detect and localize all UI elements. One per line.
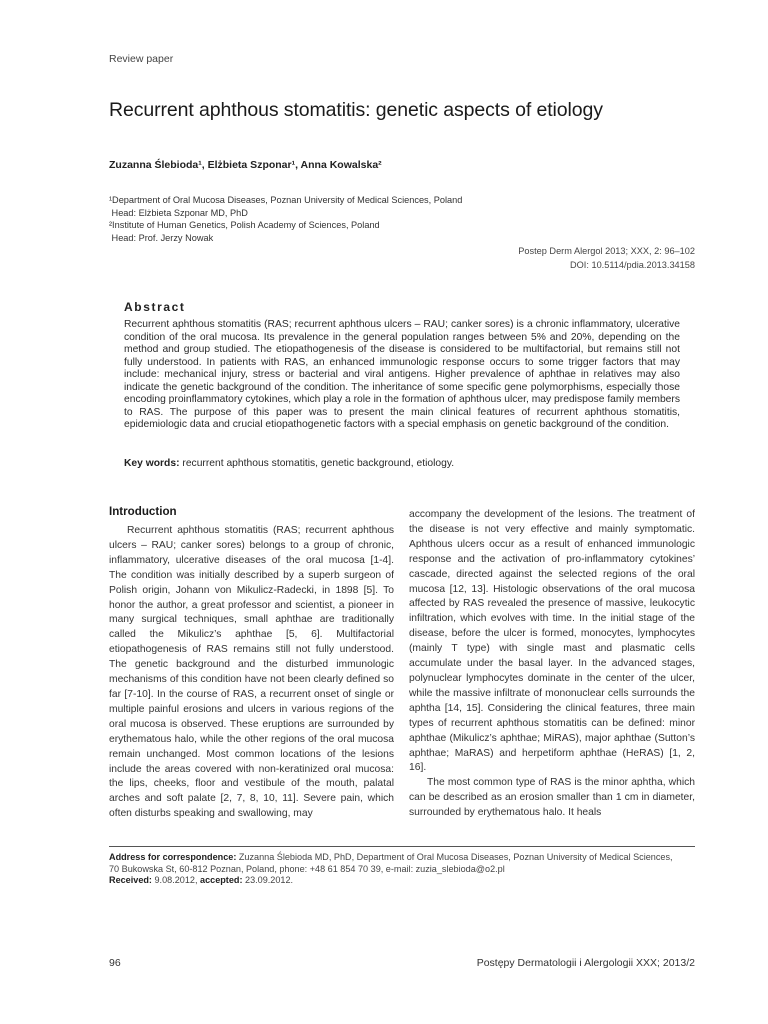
affiliation-line: Head: Elżbieta Szponar MD, PhD [109, 207, 248, 218]
correspondence-block [109, 852, 699, 887]
affiliation-line: Head: Prof. Jerzy Nowak [109, 232, 214, 243]
abstract-heading: Abstract [124, 300, 186, 314]
right-column-paragraph: accompany the development of the lesions. The treatment of the disease is not very effective and mainly symptomatic. Aphthous ulcers occur as a result of enhanced immunologic response and the activation of pro-inflammatory cytokines’ cascade, directed against the selected regions of the oral mucosa [12, 13]. Histologic observations of the oral mucosa affected by RAS revealed the presence of massive, leukocytic infiltration, which evolves with time. In the initial stage of the disease, before the ulcer is formed, monocytes, lymphocytes (mainly T type) with single mast and plasmatic cells accumulate under the basal layer. In the advanced stages, polynuclear lymphocytes dominate in the center of the ulcer, while the massive infiltrate of mononuclear cells surrounds the aphtha [14, 15]. Considering the clinical features, three main types of recurrent aphthous stomatitis can be defined: minor aphthae (Mikulicz’s aphthae; MiRAS), major aphthae (Sutton’s aphthae; MaRAS) and herpetiform aphthae (HeRAS) [1, 2, 16]. [409, 509, 695, 774]
right-column [409, 508, 695, 821]
paper-type-label: Review paper [109, 53, 174, 65]
received-label: Received: [109, 875, 152, 886]
doi-link[interactable]: DOI: 10.5114/pdia.2013.34158 [570, 260, 695, 270]
introduction-heading: Introduction [109, 505, 177, 518]
correspondence-address: Zuzanna Ślebioda MD, PhD, Department of Oral Mucosa Diseases, Poznan University of Medical Sciences, [238, 852, 673, 862]
affiliation-line: ²Institute of Human Genetics, Polish Academy of Sciences, Poland [109, 220, 380, 231]
affiliations [109, 194, 462, 244]
page-number: 96 [109, 957, 121, 969]
correspondence-divider [109, 846, 695, 847]
accepted-label: accepted: [200, 875, 243, 886]
citation-block [518, 244, 695, 272]
journal-citation: Postep Derm Alergol 2013; XXX, 2: 96–102 [518, 246, 695, 256]
article-title: Recurrent aphthous stomatitis: genetic aspects of etiology [109, 99, 603, 121]
keywords-line [124, 458, 680, 471]
left-column-paragraph: Recurrent aphthous stomatitis (RAS; recurrent aphthous ulcers – RAU; canker sores) belongs to a group of chronic, inflammatory, ulcerative diseases of the oral mucosa [1-4]. The condition was initially described by a superb surgeon of Polish origin, Johann von Mikulicz-Radecki, in 1898 [5]. To honor the author, a great professor and scientist, a pioneer in many surgical techniques, small aphthae are traditionally called the Mikulicz’s aphthae [5, 6]. Multifactorial etiopathogenesis of RAS remains still not fully understood. The genetic background and the disturbed immunologic mechanisms of this condition have not been clearly defined so far [7-10]. In the course of RAS, a recurrent onset of single or multiple painful erosions and ulcers in various regions of the oral mucosa is observed. These eruptions are surrounded by erythematous halo, while the other regions of the oral mucosa remain unchanged. Most common locations of the lesions include the areas covered with non-keratinized oral mucosa: the lips, cheeks, floor and vestibule of the mouth, palatal arches and soft palate [2, 7, 8, 10, 11]. Severe pain, which often disturbs speaking and swallowing, may [109, 525, 394, 820]
keywords-label: Key words: [124, 458, 180, 469]
received-accepted-line [109, 875, 699, 887]
author-list: Zuzanna Ślebioda¹, Elżbieta Szponar¹, Anna Kowalska² [109, 159, 382, 171]
correspondence-label: Address for correspondence: [109, 852, 237, 862]
correspondence-contact: 70 Bukowska St, 60-812 Poznan, Poland, phone: +48 61 854 70 39, e-mail: zuzia_slebioda@o2.pl [109, 863, 505, 874]
accepted-date: 23.09.2012. [245, 875, 294, 886]
keywords-text: recurrent aphthous stomatitis, genetic background, etiology. [182, 458, 455, 469]
affiliation-line: ¹Department of Oral Mucosa Diseases, Poznan University of Medical Sciences, Poland [109, 195, 463, 205]
journal-footer: Postępy Dermatologii i Alergologii XXX; 2013/2 [476, 957, 695, 969]
right-column-paragraph: The most common type of RAS is the minor aphtha, which can be described as an erosion smaller than 1 cm in diameter, surrounded by erythematous halo. It heals [409, 777, 695, 819]
left-column [109, 524, 394, 822]
abstract-text: Recurrent aphthous stomatitis (RAS; recurrent aphthous ulcers – RAU; canker sores) is a chronic inflammatory, ulcerative condition of the oral mucosa. Its prevalence in the general population ranges between 5% and 20%, depending on the method and group studied. The etiopathogenesis of the disease is considered to be multifactorial, but remains still not fully understood. In patients with RAS, an enhanced immunologic response occurs to some trigger factors that may include: mechanical injury, stress or bacterial and viral antigens. Higher prevalence of aphthae in relatives may also indicate the genetic background of the condition. The inheritance of some specific gene polymorphisms, especially those encoding proinflammatory cytokines, which play a role in the formation of aphthous ulcer, may predispose family members to RAS. The purpose of this paper was to present the main clinical features of recurrent aphthous stomatitis, epidemiologic data and crucial etiopathogenetic factors with a special emphasis on genetic background of the condition. [124, 319, 680, 431]
correspondence-line [109, 852, 699, 864]
received-date: 9.08.2012, [154, 875, 198, 886]
